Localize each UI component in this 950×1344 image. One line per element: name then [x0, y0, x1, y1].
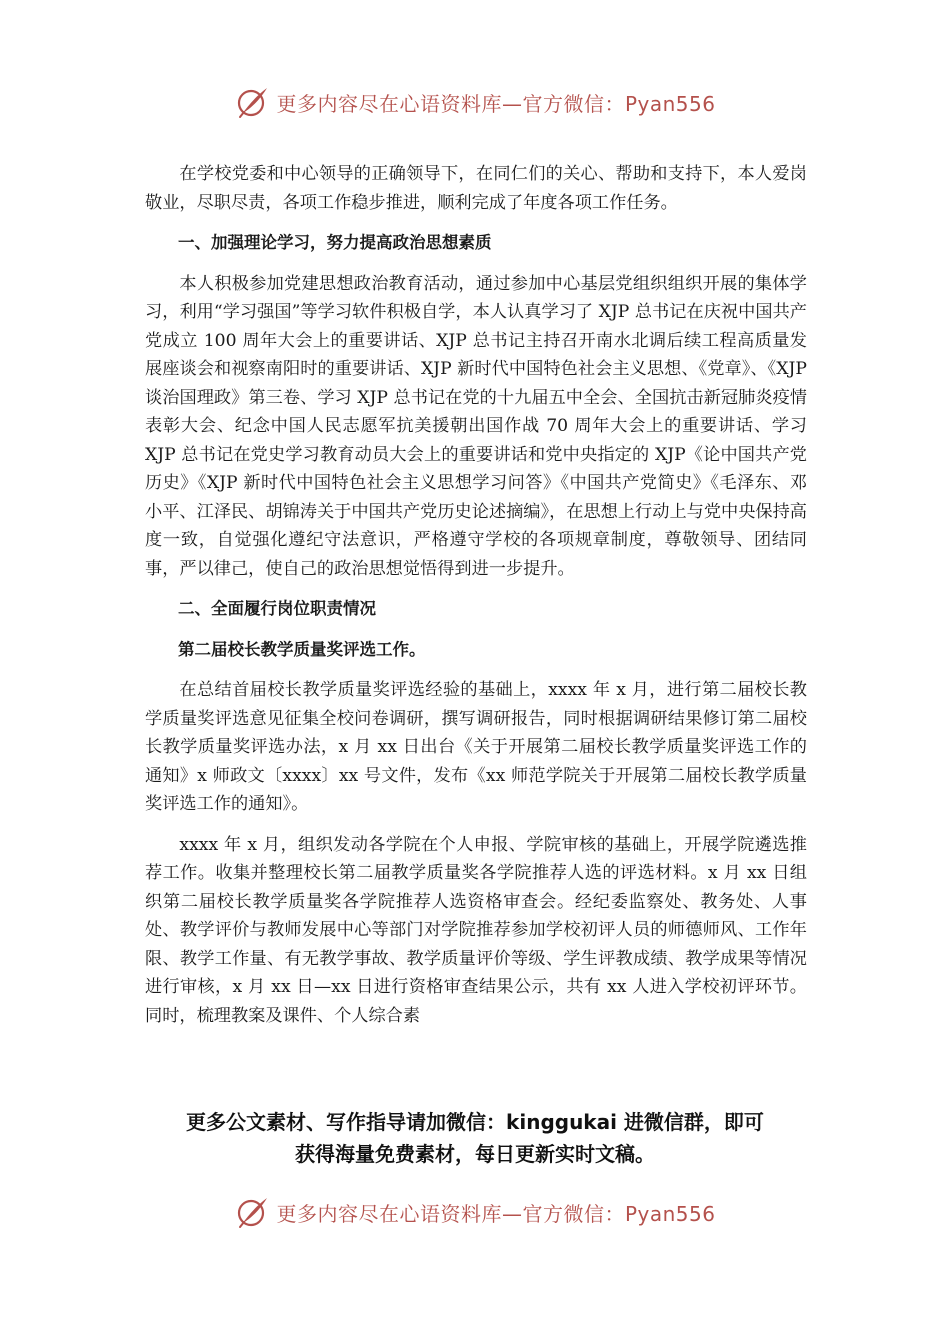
footer-promo-line-2: 获得海量免费素材，每日更新实时文稿。: [295, 1142, 655, 1166]
section-2-subheading: 第二届校长教学质量奖评选工作。: [178, 639, 426, 659]
quill-logo-icon: [234, 1194, 270, 1230]
intro-paragraph: 在学校党委和中心领导的正确领导下，在同仁们的关心、帮助和支持下，本人爱岗敬业，尽职尽责，各项工作稳步推进，顺利完成了年度各项工作任务。: [145, 164, 807, 213]
watermark-text: 更多内容尽在心语资料库—官方微信：Pyan556: [276, 91, 716, 116]
watermark-text: 更多内容尽在心语资料库—官方微信：Pyan556: [276, 1201, 716, 1226]
section-2-paragraph-1: 在总结首届校长教学质量奖评选经验的基础上，xxxx 年 x 月，进行第二届校长教学质量奖评选意见征集全校问卷调研，撰写调研报告，同时根据调研结果修订第二届校长教学质量奖评选办法，x 月 xx 日出台《关于开展第二届校长教学质量奖评选工作的通知》x 师政文〔xxxx〕xx 号文件，发布《xx 师范学院关于开展第二届校长教学质量奖评选工作的通知》。: [145, 680, 807, 814]
quill-logo-icon: [234, 84, 270, 120]
section-2-heading: 二、全面履行岗位职责情况: [178, 599, 376, 618]
footer-promo-line-1: 更多公文素材、写作指导请加微信：kinggukai 进微信群，即可: [186, 1110, 764, 1134]
section-2-paragraph-2: xxxx 年 x 月，组织发动各学院在个人申报、学院审核的基础上，开展学院遴选推荐工作。收集并整理校长第二届教学质量奖各学院推荐人选的评选材料。x 月 xx 日组织第二届校长教学质量奖各学院推荐人选资格审查会。经纪委监察处、教务处、人事处、教学评价与教师发展中心等部门对学院推荐参加学校初评人员的师德师风、工作年限、教学工作量、有无教学事故、教学质量评价等级、学生评教成绩、教学成果等情况进行审核，x 月 xx 日—xx 日进行资格审查结果公示，共有 xx 人进入学校初评环节。同时，梳理教案及课件、个人综合素: [145, 834, 807, 1026]
header-watermark: [0, 80, 950, 124]
footer-promo: [0, 1106, 950, 1170]
footer-watermark: [0, 1190, 950, 1234]
section-1-paragraph: 本人积极参加党建思想政治教育活动，通过参加中心基层党组织组织开展的集体学习，利用“学习强国”等学习软件积极自学，本人认真学习了 XJP 总书记在庆祝中国共产党成立 100 周年大会上的重要讲话、XJP 总书记主持召开南水北调后续工程高质量发展座谈会和视察南阳时的重要讲话、XJP 新时代中国特色社会主义思想、《党章》、《XJP 谈治国理政》第三卷、学习 XJP 总书记在党的十九届五中全会、全国抗击新冠肺炎疫情表彰大会、纪念中国人民志愿军抗美援朝出国作战 70 周年大会上的重要讲话、学习 XJP 总书记在党史学习教育动员大会上的重要讲话和党中央指定的 XJP《论中国共产党历史》《XJP 新时代中国特色社会主义思想学习问答》《中国共产党简史》《毛泽东、邓小平、江泽民、胡锦涛关于中国共产党历史论述摘编》，在思想上行动上与党中央保持高度一致，自觉强化遵纪守法意识，严格遵守学校的各项规章制度，尊敬领导、团结同事，严以律己，使自己的政治思想觉悟得到进一步提升。: [145, 273, 807, 579]
section-1-heading: 一、加强理论学习，努力提高政治思想素质: [178, 233, 492, 252]
document-body: [145, 160, 807, 1042]
